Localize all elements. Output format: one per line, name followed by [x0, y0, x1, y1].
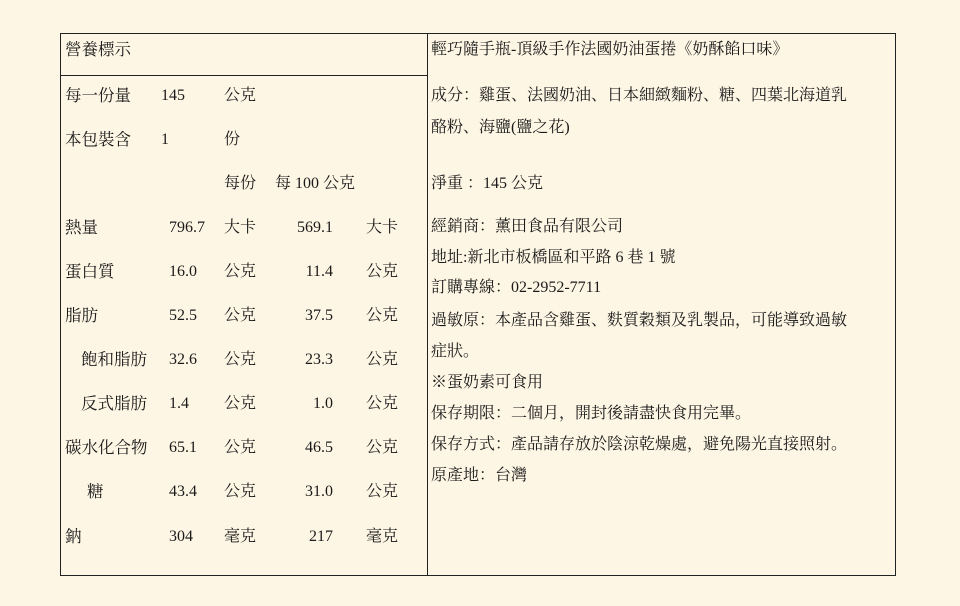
nutrient-name: 熱量 [65, 218, 98, 237]
nutrient-per-100g-value: 37.5 [305, 307, 333, 324]
nutrient-per-serving-unit: 公克 [224, 395, 257, 412]
ingredients-line-1: 成分：雞蛋、法國奶油、日本細緻麵粉、糖、四葉北海道乳 [431, 87, 848, 104]
distributor: 經銷商：薰田食品有限公司 [431, 218, 624, 235]
net-weight: 淨重 ：145 公克 [431, 175, 544, 192]
nutrient-per-serving-value: 16.0 [169, 263, 197, 280]
nutrient-name: 碳水化合物 [65, 438, 148, 457]
nutrient-name: 糖 [87, 482, 104, 501]
nutrient-per-serving-value: 65.1 [169, 439, 197, 456]
col-per-serving: 每份 [224, 175, 257, 192]
nutrient-name: 飽和脂肪 [81, 350, 147, 369]
ingredients-line-2: 酪粉、海鹽(鹽之花) [431, 119, 570, 136]
origin: 原產地：台灣 [431, 467, 528, 484]
nutrient-per-serving-value: 304 [169, 528, 193, 545]
nutrient-per-serving-value: 43.4 [169, 483, 197, 500]
allergen-line-2: 症狀。 [431, 343, 480, 360]
title-divider [61, 75, 427, 76]
nutrient-per-100g-unit: 公克 [366, 307, 399, 324]
order-line: 訂購專線：02-2952-7711 [431, 279, 602, 296]
storage: 保存方式：產品請存放於陰涼乾燥處，避免陽光直接照射。 [431, 436, 848, 453]
nutrient-per-serving-value: 32.6 [169, 351, 197, 368]
col-per-100g: 每 100 公克 [275, 175, 356, 192]
nutrient-per-100g-unit: 公克 [366, 351, 399, 368]
nutrient-per-serving-unit: 毫克 [224, 528, 257, 545]
nutrition-label-frame [60, 33, 896, 576]
nutrient-per-serving-unit: 大卡 [224, 219, 257, 236]
nutrient-per-100g-value: 217 [309, 528, 333, 545]
pack-value: 1 [161, 131, 169, 148]
nutrient-name: 脂肪 [65, 306, 98, 325]
nutrient-per-100g-unit: 公克 [366, 483, 399, 500]
vegetarian-note: ※蛋奶素可食用 [431, 374, 544, 391]
nutrient-per-serving-value: 1.4 [169, 395, 189, 412]
nutrient-per-100g-value: 569.1 [297, 219, 333, 236]
nutrient-name: 蛋白質 [65, 262, 115, 281]
nutrient-name: 鈉 [65, 527, 82, 546]
nutrient-per-serving-value: 796.7 [169, 219, 205, 236]
nutrient-per-100g-unit: 公克 [366, 263, 399, 280]
nutrient-per-100g-unit: 大卡 [366, 219, 399, 236]
nutrient-per-serving-unit: 公克 [224, 263, 257, 280]
allergen-line-1: 過敏原：本產品含雞蛋、麩質穀類及乳製品，可能導致過敏 [431, 312, 848, 329]
nutrient-per-serving-unit: 公克 [224, 307, 257, 324]
shelf-life: 保存期限：二個月，開封後請盡快食用完畢。 [431, 405, 752, 422]
nutrient-per-100g-value: 1.0 [313, 395, 333, 412]
serving-unit: 公克 [224, 87, 257, 104]
nutrient-per-100g-value: 11.4 [305, 263, 333, 280]
nutrient-per-serving-value: 52.5 [169, 307, 197, 324]
address: 地址:新北市板橋區和平路 6 巷 1 號 [431, 249, 676, 266]
nutrient-per-serving-unit: 公克 [224, 351, 257, 368]
nutrient-per-serving-unit: 公克 [224, 439, 257, 456]
nutrient-per-100g-value: 46.5 [305, 439, 333, 456]
pack-unit: 份 [224, 131, 241, 148]
serving-label: 每一份量 [65, 86, 131, 105]
nutrient-per-100g-value: 31.0 [305, 483, 333, 500]
nutrient-per-100g-unit: 公克 [366, 395, 399, 412]
nutrient-per-100g-unit: 毫克 [366, 528, 399, 545]
nutrition-title: 營養標示 [65, 40, 131, 59]
pack-label: 本包裝含 [65, 130, 131, 149]
nutrient-per-100g-value: 23.3 [305, 351, 333, 368]
product-info [427, 34, 895, 575]
nutrient-per-serving-unit: 公克 [224, 483, 257, 500]
nutrient-name: 反式脂肪 [81, 394, 147, 413]
serving-value: 145 [161, 87, 185, 104]
nutrient-per-100g-unit: 公克 [366, 439, 399, 456]
product-title: 輕巧隨手瓶-頂級手作法國奶油蛋捲《奶酥餡口味》 [431, 41, 789, 58]
